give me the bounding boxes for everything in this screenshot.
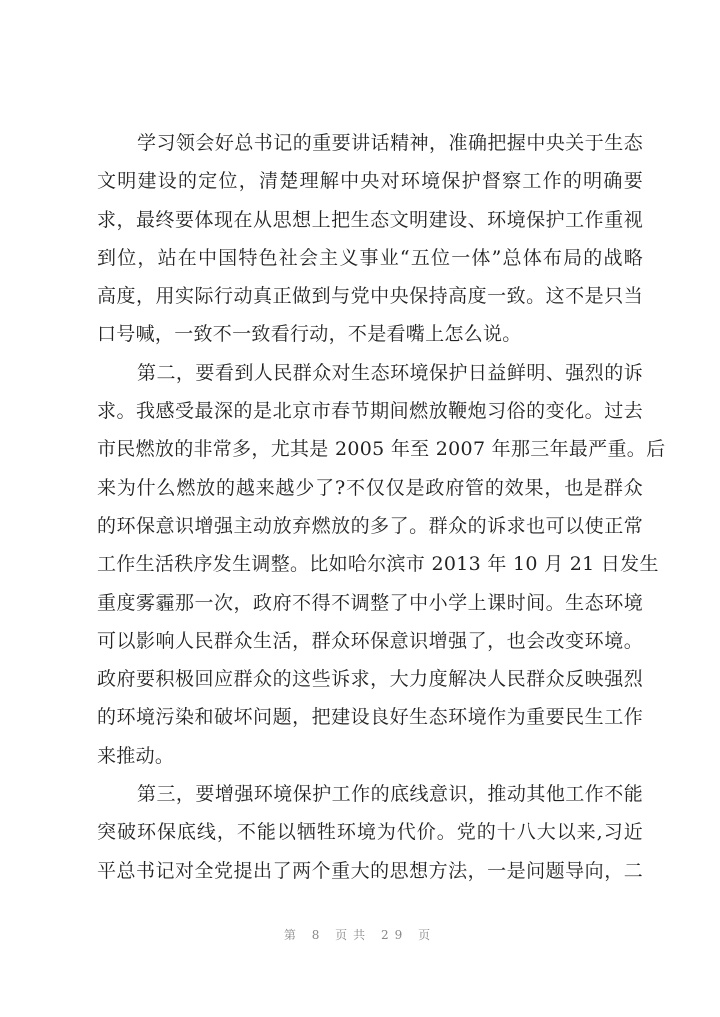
text-line: 学习领会好总书记的重要讲话精神，准确把握中央关于生态 bbox=[137, 132, 643, 154]
text-line: 口号喊，一致不一致看行动，不是看嘴上怎么说。 bbox=[97, 323, 522, 346]
text-line: 的环保意识增强主动放弃燃放的多了。群众的诉求也可以使正常 bbox=[97, 514, 643, 537]
text-line: 到位，站在中国特色社会主义事业“五位一体”总体布局的战略 bbox=[97, 246, 643, 269]
text-line: 重度雾霾那一次，政府不得不调整了中小学上课时间。生态环境 bbox=[97, 591, 643, 614]
document-body bbox=[97, 124, 666, 890]
text-line: 来推动。 bbox=[97, 744, 175, 767]
text-line: 突破环保底线，不能以牺牲环境为代价。党的十八大以来,习近 bbox=[97, 821, 643, 844]
text-line: 平总书记对全党提出了两个重大的思想方法，一是问题导向，二 bbox=[97, 859, 643, 882]
text-line: 高度，用实际行动真正做到与党中央保持高度一致。这不是只当 bbox=[97, 285, 643, 308]
page-number: 第 8 页共 29 页 bbox=[283, 928, 437, 942]
text-line: 政府要积极回应群众的这些诉求，大力度解决人民群众反映强烈 bbox=[97, 668, 643, 691]
paragraph bbox=[97, 775, 643, 890]
text-line: 求，最终要体现在从思想上把生态文明建设、环境保护工作重视 bbox=[97, 208, 643, 231]
text-line: 第三，要增强环境保护工作的底线意识，推动其他工作不能 bbox=[137, 783, 643, 806]
text-line: 求。我感受最深的是北京市春节期间燃放鞭炮习俗的变化。过去 bbox=[97, 400, 643, 423]
text-line: 文明建设的定位，清楚理解中央对环境保护督察工作的明确要 bbox=[97, 170, 643, 193]
paragraph bbox=[97, 124, 643, 354]
text-line: 市民燃放的非常多，尤其是 2005 年至 2007 年那三年最严重。后 bbox=[97, 438, 666, 461]
text-line: 来为什么燃放的越来越少了?不仅仅是政府管的效果，也是群众 bbox=[97, 476, 643, 499]
text-line: 可以影响人民群众生活，群众环保意识增强了，也会改变环境。 bbox=[97, 629, 643, 652]
text-line: 的环境污染和破坏问题，把建设良好生态环境作为重要民生工作 bbox=[97, 706, 643, 729]
text-line: 第二，要看到人民群众对生态环境保护日益鲜明、强烈的诉 bbox=[137, 361, 643, 384]
paragraph bbox=[97, 354, 666, 775]
text-line: 工作生活秩序发生调整。比如哈尔滨市 2013 年 10 月 21 日发生 bbox=[97, 553, 659, 576]
